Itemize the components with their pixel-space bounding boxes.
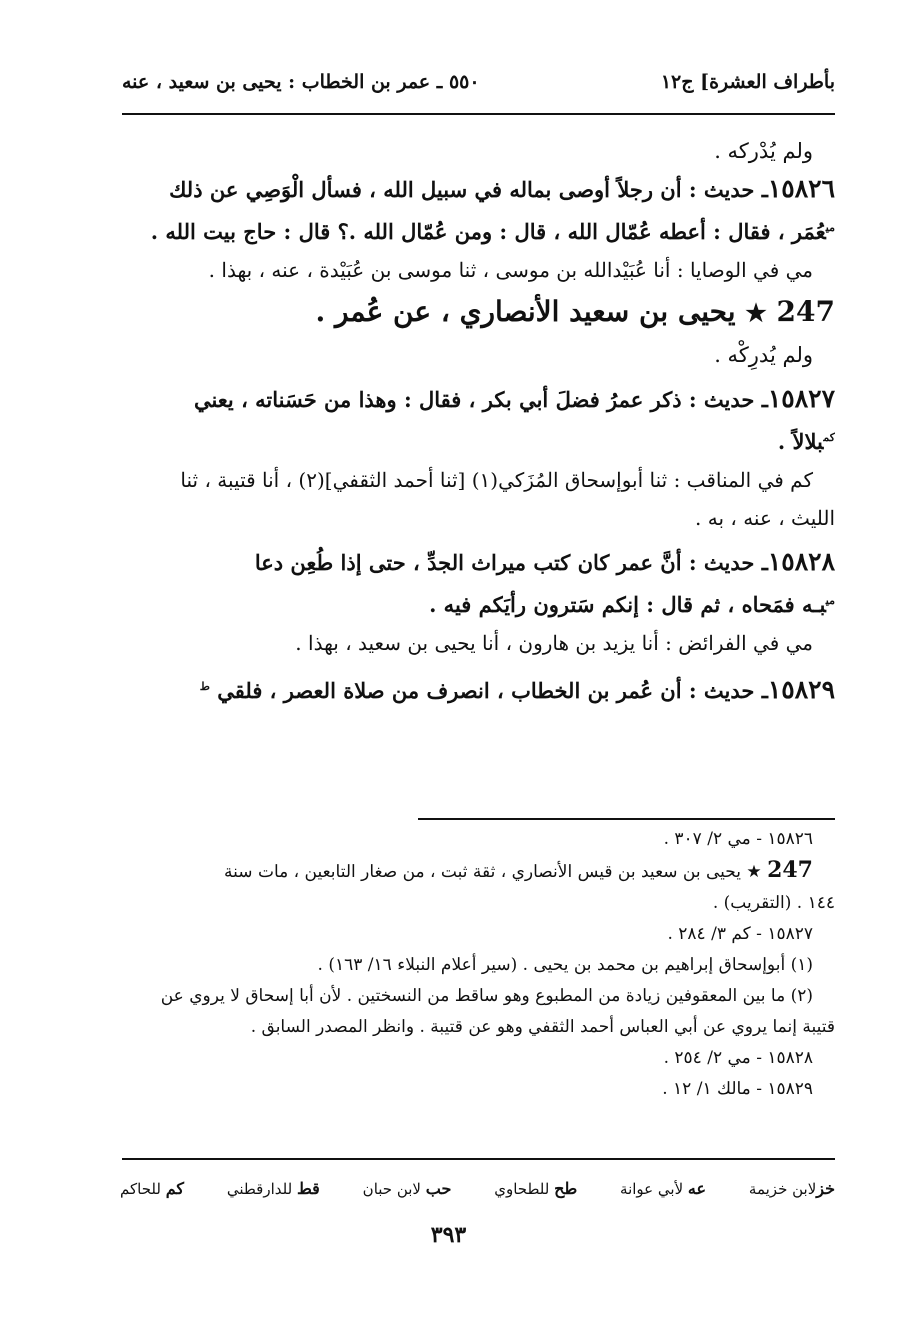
hadith-text: ـ حديث : أن رجلاً أوصى بماله في سبيل الله ، فسأل الْوَصِي عن ذلك (169, 177, 768, 202)
margin-symbol: كم (823, 431, 835, 444)
hadith-text: ـ حديث : أن عُمر بن الخطاب ، انصرف من صلاة العصر ، فلقي (217, 678, 768, 703)
hadith-15827-line-1 (118, 380, 835, 419)
footnote-line: (٢) ما بين المعقوفين زيادة من المطبوع وهو ساقط من النسختين . لأن أبا إسحاق لا يروي عن (160, 986, 813, 1006)
narrator-name: يحيى بن سعيد الأنصاري ، عن عُمر . (315, 295, 736, 328)
hadith-15828-line-1 (118, 543, 835, 582)
hadith-number: ١٥٨٢٦ (767, 174, 835, 203)
footnote-line (118, 855, 835, 888)
footnote-line: قتيبة إنما يروي عن أبي العباس أحمد الثقفي وهو عن قتيبة . وانظر المصدر السابق . (250, 1017, 835, 1037)
hadith-15827-line-2 (118, 419, 835, 461)
narrator-247-line (118, 289, 835, 336)
star-icon: ★ (746, 862, 762, 882)
abbreviations-key (120, 1172, 835, 1204)
hadith-15827-source-2: الليث ، عنه ، به . (695, 506, 835, 530)
hadith-15826-line-2 (118, 209, 835, 251)
abbreviation: عه لأبي عوانة (620, 1178, 707, 1198)
footnote-rule (418, 818, 835, 820)
hadith-text: عُمَر ، فقال : أعطه عُمّال الله ، قال : ومن عُمّال الله .؟ قال : حاج بيت الله . (150, 219, 826, 244)
running-header (122, 62, 835, 102)
hadith-text: ـ حديث : ذكر عمرُ فضلَ أبي بكر ، فقال : وهذا من حَسَناته ، يعني (193, 387, 768, 412)
abbreviation: قط للدارقطني (226, 1178, 320, 1198)
abbreviation: كم للحاكم (120, 1178, 184, 1198)
hadith-text: بـه فمَحاه ، ثم قال : إنكم سَترون رأيَكم فيه . (429, 592, 826, 617)
header-rule (122, 113, 835, 115)
margin-symbol: ط (199, 680, 210, 693)
hadith-text: بلالاً . (777, 429, 824, 454)
narrator-note: ولم يُدرِكْه . (714, 343, 813, 367)
hadith-number: ١٥٨٢٨ (767, 547, 835, 576)
main-text (118, 132, 835, 710)
hadith-number: ١٥٨٢٩ (767, 675, 835, 704)
page-number: ٣٩٣ (430, 1222, 467, 1248)
hadith-number: ١٥٨٢٧ (767, 384, 835, 413)
header-book-title: بأطراف العشرة] ج١٢ (660, 71, 835, 93)
abbreviation: طح للطحاوي (494, 1178, 578, 1198)
hadith-15828-source: مي في الفرائض : أنا يزيد بن هارون ، أنا يحيى بن سعيد ، بهذا . (295, 631, 813, 655)
footnote-line: ١٥٨٢٦ - مي ٢/ ٣٠٧ . (663, 829, 813, 849)
footnote-line: ١٥٨٢٩ - مالك ١/ ١٢ . (662, 1079, 813, 1099)
star-icon: ★ (745, 298, 767, 327)
footnote-line: ١٥٨٢٧ - كم ٣/ ٢٨٤ . (667, 924, 813, 944)
hadith-15828-line-2 (118, 582, 835, 624)
hadith-15826-source: مي في الوصايا : أنا عُبَيْدالله بن موسى ، ثنا موسى بن عُبَيْدة ، عنه ، بهذا . (208, 258, 813, 282)
footnote-line: ١٥٨٢٨ - مي ٢/ ٢٥٤ . (663, 1048, 813, 1068)
text-line: ولم يُدْركه . (714, 139, 813, 163)
narrator-number: 247 (767, 857, 813, 883)
hadith-text: ـ حديث : أنَّ عمر كان كتب ميراث الجدِّ ، حتى إذا طُعِن دعا (254, 550, 768, 575)
footnote-text: يحيى بن سعيد بن قيس الأنصاري ، ثقة ثبت ، من صغار التابعين ، مات سنة (224, 862, 741, 882)
narrator-number: 247 (776, 295, 835, 328)
header-section-title: ٥٥٠ ـ عمر بن الخطاب : يحيى بن سعيد ، عنه (122, 71, 480, 93)
margin-symbol: مي (825, 594, 835, 607)
footnotes (118, 824, 835, 1105)
footnote-line: ١٤٤ . (التقريب) . (712, 893, 835, 913)
hadith-15826-line-1 (118, 170, 835, 209)
abbreviations-rule (122, 1158, 835, 1160)
hadith-15829-line-1 (118, 668, 835, 710)
hadith-15827-source-1: كم في المناقب : ثنا أبوإسحاق المُزَكي(١) [ثنا أحمد الثقفي](٢) ، أنا قتيبة ، ثنا (180, 468, 813, 492)
abbreviation: حب لابن حبان (362, 1178, 452, 1198)
abbreviation: خزلابن خزيمة (748, 1178, 835, 1198)
footnote-line: (١) أبوإسحاق إبراهيم بن محمد بن يحيى . (سير أعلام النبلاء ١٦/ ١٦٣) . (317, 955, 813, 975)
margin-symbol: مي (825, 221, 835, 234)
